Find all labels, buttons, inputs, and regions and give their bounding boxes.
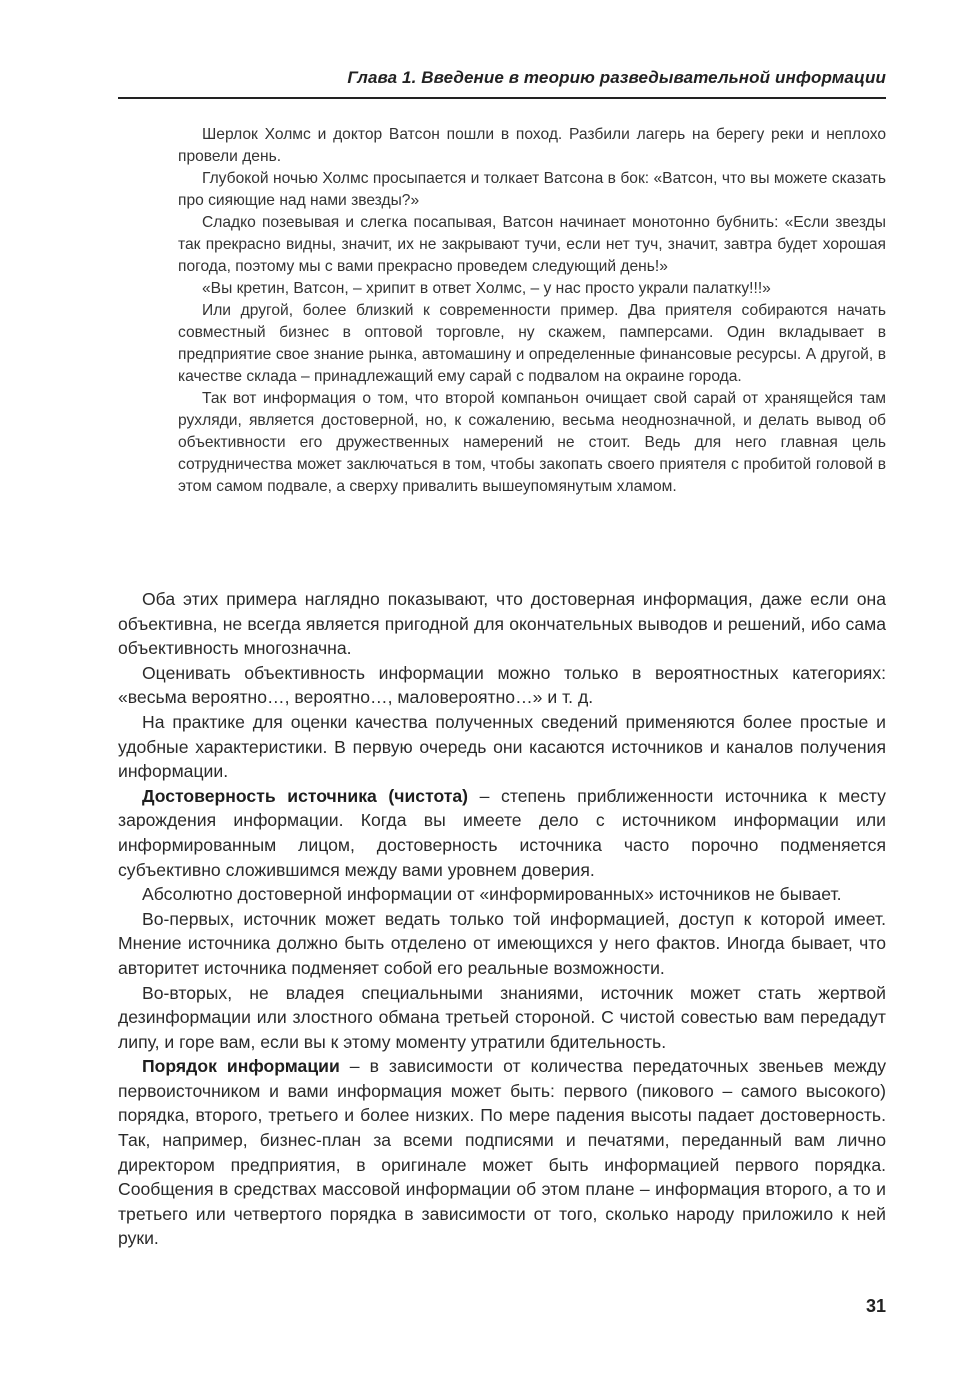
definition-text: – в зависимости от количества передаточных звеньев между первоисточником и вами информация может быть: первого (пикового – самого высокого) порядка, второго, третьего и более низких. По мере падения высоты падает достоверность. Так, например, бизнес-план за всеми подписями и печатями, переданный вам лично директором предприятия, в оригинале может быть информацией первого порядка. Сообщения в средствах массовой информации об этом плане – информация второго, а то и третьего или четвертого порядка в зависимости от того, сколько народу приложило к ней руки.	[118, 1056, 886, 1249]
example-quote-block	[178, 124, 886, 498]
header-rule	[118, 97, 886, 99]
body-paragraph: Во-вторых, не владея специальными знаниями, источник может стать жертвой дезинформации или злостного обмана третьей стороной. С чистой совестью вам передадут липу, и горе вам, если вы к этому моменту утратили бдительность.	[118, 982, 886, 1052]
body-paragraph: Во-первых, источник может ведать только той информацией, доступ к которой имеет. Мнение источника должно быть отделено от имеющихся у него фактов. Иногда бывает, что авторитет источника подменяет собой его реальные возможности.	[118, 908, 886, 978]
quote-paragraph: Или другой, более близкий к современности пример. Два приятеля собираются начать совместный бизнес в оптовой торговле, ну скажем, памперсами. Один вкладывает в предприятие свое знание рынка, автомашину и определенные финансовые ресурсы. А другой, в качестве склада – принадлежащий ему сарай с подвалом на окраине города.	[178, 302, 886, 385]
main-body-text	[118, 587, 886, 1251]
body-paragraph: Оценивать объективность информации можно только в вероятностных категориях: «весьма вероятно…, вероятно…, маловероятно…» и т. д.	[118, 662, 886, 708]
quote-paragraph: Глубокой ночью Холмс просыпается и толкает Ватсона в бок: «Ватсон, что вы можете сказать про сияющие над нами звезды?»	[178, 170, 886, 209]
definition-source-reliability	[118, 784, 886, 882]
body-paragraph: Оба этих примера наглядно показывают, что достоверная информация, даже если она объективна, не всегда является пригодной для окончательных выводов и решений, ибо сама объективность многозначна.	[118, 589, 886, 659]
quote-paragraph: «Вы кретин, Ватсон, – хрипит в ответ Холмс, – у нас просто украли палатку!!!»	[202, 280, 771, 297]
defined-term: Достоверность источника (чистота)	[142, 785, 469, 806]
body-paragraph: Абсолютно достоверной информации от «информированных» источников не бывает.	[142, 884, 842, 905]
quote-paragraph: Сладко позевывая и слегка посапывая, Ватсон начинает монотонно бубнить: «Если звезды так прекрасно видны, значит, их не закрывают тучи, если нет туч, значит, завтра будет хорошая погода, поэтому мы с вами прекрасно проведем следующий день!»	[178, 214, 886, 275]
page-number: 31	[865, 1296, 886, 1316]
quote-paragraph: Шерлок Холмс и доктор Ватсон пошли в поход. Разбили лагерь на берегу реки и неплохо провели день.	[178, 126, 886, 165]
definition-text: – степень приближенности источника к месту зарождения информации. Когда вы имеете дело с источником информации или информированным лицом, достоверность источника часто порочно подменяется субъективно сложившимся между вами уровнем доверия.	[118, 785, 886, 880]
running-head-title: Глава 1. Введение в теорию разведывательной информации	[347, 68, 886, 87]
body-paragraph: На практике для оценки качества полученных сведений применяются более простые и удобные характеристики. В первую очередь они касаются источников и каналов получения информации.	[118, 711, 886, 782]
quote-paragraph: Так вот информация о том, что второй компаньон очищает свой сарай от хранящейся там рухляди, является достоверной, но, к сожалению, весьма неоднозначной, и делать вывод об объективности его дружественных намерений не стоит. Ведь для него главная цель сотрудничества может заключаться в том, чтобы закопать своего приятеля с пробитой головой в этом самом подвале, а сверху привалить вышеупомянутым хламом.	[178, 390, 886, 495]
definition-information-order	[118, 1054, 886, 1251]
defined-term: Порядок информации	[142, 1056, 340, 1077]
